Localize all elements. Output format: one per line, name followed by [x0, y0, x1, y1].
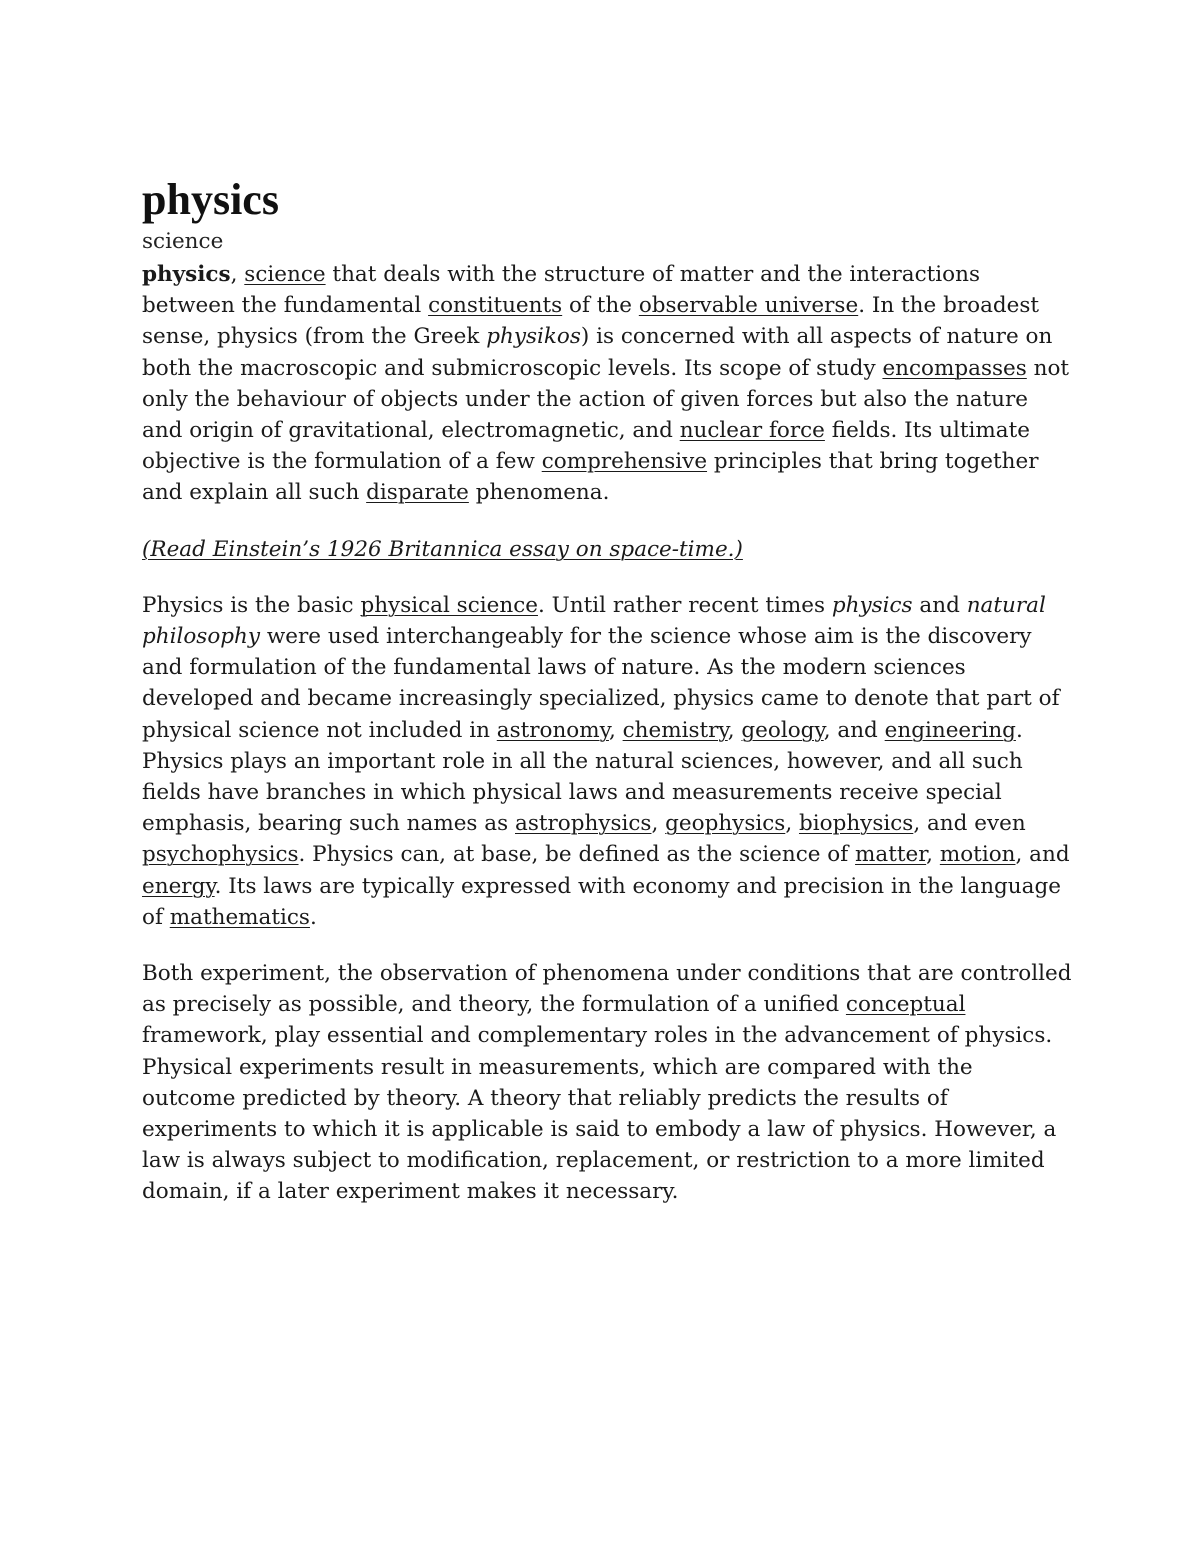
text: of the: [562, 293, 639, 319]
link-engineering[interactable]: engineering: [884, 717, 1016, 743]
text: framework, play essential and complementary roles in the advancement of physics. Physical experiments result in measurements, which are compared with the outcome predicted by theory. A theory that reliably predicts the results of experiments to which it is applicable is said to embody a law of physics. However, a law is always subject to modification, replacement, or restriction to a more limited domain, if a later experiment makes it necessary.: [142, 1023, 1057, 1205]
link-disparate[interactable]: disparate: [366, 480, 469, 506]
text: . Until rather recent times: [537, 592, 832, 618]
text: ,: [651, 811, 666, 837]
link-astronomy[interactable]: astronomy: [496, 717, 609, 743]
link-biophysics[interactable]: biophysics: [798, 811, 914, 837]
read-more-paragraph: [142, 534, 1072, 565]
text: Physics is the basic: [142, 592, 361, 618]
link-geology[interactable]: geology: [741, 717, 824, 743]
link-physical-science[interactable]: physical science: [360, 592, 538, 618]
paragraph-experiment-theory: [142, 958, 1072, 1208]
paragraph-physical-science: [142, 590, 1072, 933]
link-motion[interactable]: motion: [939, 842, 1016, 868]
text: principles that bring together and explain all such: [142, 449, 1039, 506]
text: . Physics can, at base, be defined as the science of: [298, 842, 856, 868]
term-physics: physics: [142, 262, 231, 287]
link-psychophysics[interactable]: psychophysics: [142, 842, 299, 868]
text: . Physics plays an important role in all the natural sciences, however, and all such fields have branches in which physical laws and measurements receive special emphasis, bearing such names as: [142, 717, 1023, 837]
read-more-link[interactable]: (Read Einstein’s 1926 Britannica essay on space-time.): [142, 536, 743, 562]
link-mathematics[interactable]: mathematics: [169, 904, 310, 930]
link-science[interactable]: science: [244, 262, 326, 287]
text: . Its laws are typically expressed with economy and precision in the language of: [142, 873, 1061, 930]
link-energy[interactable]: energy: [142, 873, 215, 899]
link-chemistry[interactable]: chemistry: [622, 717, 728, 743]
text: not only the behaviour of objects under the action of given forces but also the nature and origin of gravitational, electromagnetic, and: [142, 355, 1070, 444]
link-observable-universe[interactable]: observable universe: [638, 293, 859, 319]
text: , and: [1015, 842, 1070, 868]
link-geophysics[interactable]: geophysics: [665, 811, 786, 837]
text: ,: [926, 842, 940, 868]
text: ,: [230, 262, 245, 287]
text: ,: [608, 717, 623, 743]
italic-physics: physics: [831, 592, 913, 618]
text: were used interchangeably for the science whose aim is the discovery and formulation of the fundamental laws of nature. As the modern sciences developed and became increasingly specialized, physics came to denote that part of physical science not included in: [142, 624, 1060, 743]
text: , and even: [913, 811, 1026, 837]
text: that deals with the structure of matter and the interactions between the fundamental: [142, 262, 980, 319]
text: ) is concerned with all aspects of nature on both the macroscopic and submicroscopic levels. Its scope of study: [142, 324, 1053, 381]
text: . In the broadest sense, physics (from the Greek: [142, 293, 1040, 350]
italic-physikos: physikos: [486, 324, 581, 350]
link-encompasses[interactable]: encompasses: [882, 355, 1027, 381]
document-page: [142, 172, 1072, 1233]
link-comprehensive[interactable]: comprehensive: [541, 449, 708, 475]
text: ,: [727, 717, 742, 743]
article-title: physics: [142, 175, 279, 224]
link-matter[interactable]: matter: [855, 842, 927, 868]
text: fields. Its ultimate objective is the formulation of a few: [142, 418, 1030, 475]
text: Both experiment, the observation of phenomena under conditions that are controlled as precisely as possible, and theory, the formulation of a unified: [142, 961, 1072, 1018]
text: ,: [785, 811, 799, 837]
text: .: [309, 904, 317, 930]
text: phenomena.: [468, 480, 610, 506]
article-subtitle: science: [142, 229, 224, 254]
text: , and: [823, 717, 885, 743]
link-nuclear-force[interactable]: nuclear force: [679, 418, 825, 444]
link-constituents[interactable]: constituents: [428, 293, 563, 319]
paragraph-intro: [142, 259, 1072, 509]
link-conceptual[interactable]: conceptual: [845, 992, 966, 1018]
italic-natural-philosophy: natural philosophy: [142, 592, 1046, 650]
text: and: [912, 592, 967, 618]
link-astrophysics[interactable]: astrophysics: [515, 811, 652, 837]
